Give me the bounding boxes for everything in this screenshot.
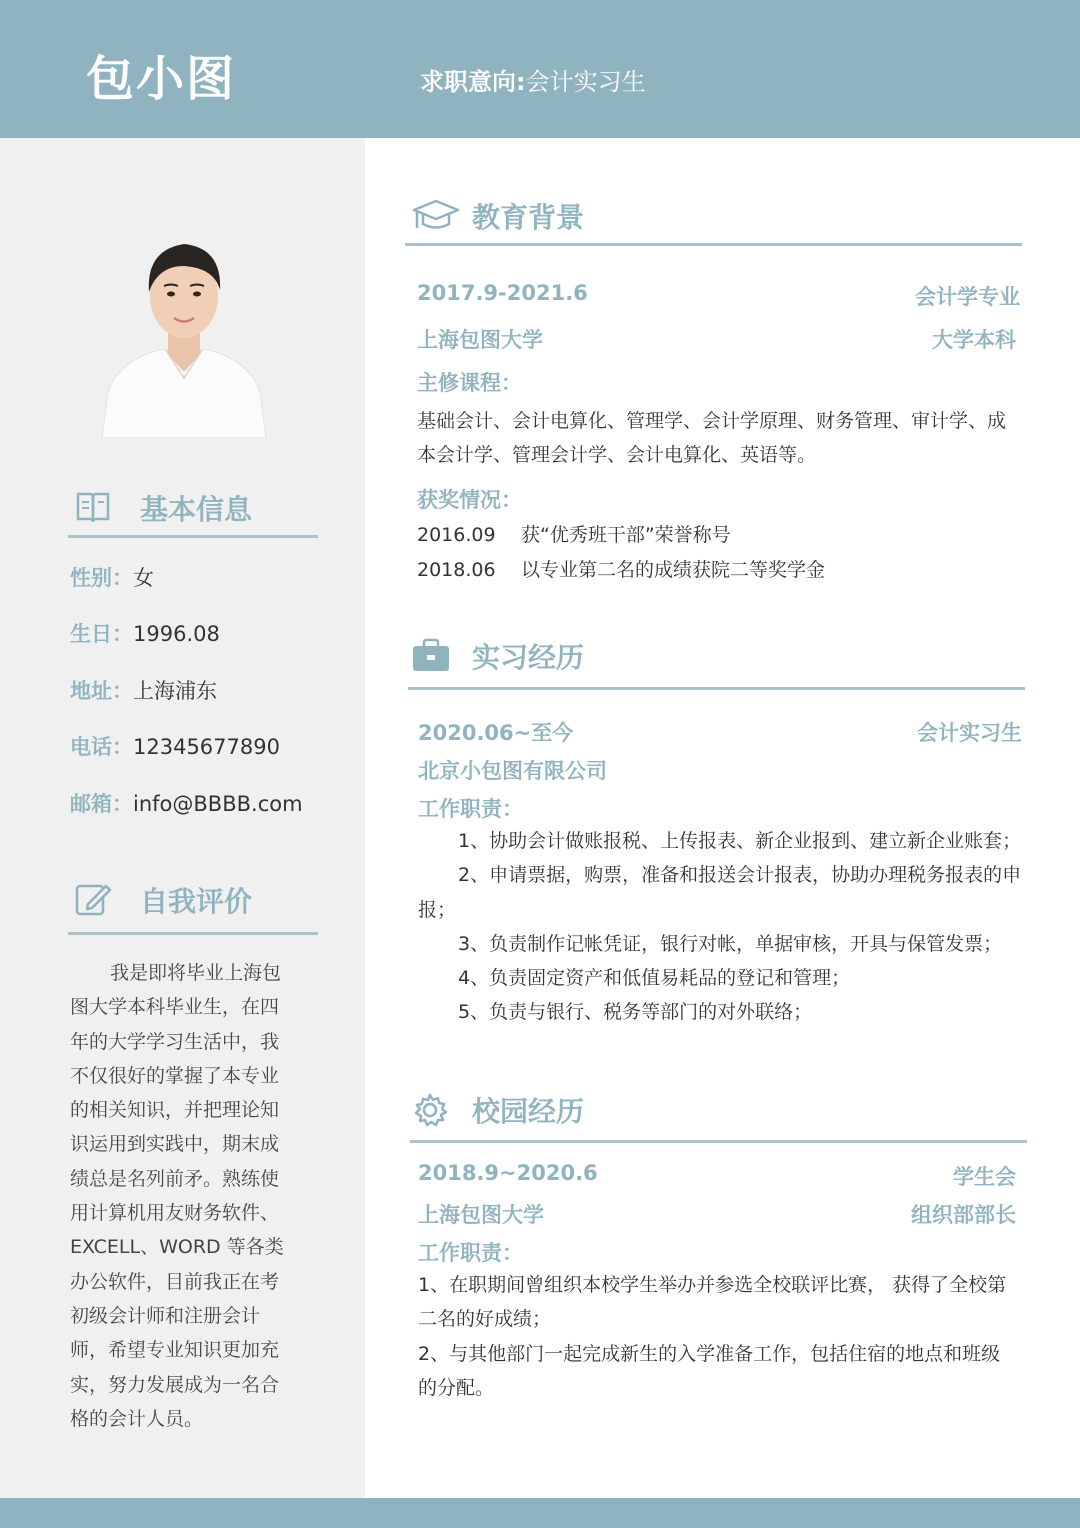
self-eval-divider bbox=[68, 932, 318, 935]
award-text: 以专业第二名的成绩获院二等奖学金 bbox=[521, 559, 826, 581]
basic-info-divider bbox=[68, 535, 318, 538]
education-school: 上海包图大学 bbox=[417, 328, 543, 352]
internship-position: 会计实习生 bbox=[917, 721, 1022, 745]
campus-org: 学生会 bbox=[953, 1165, 1016, 1189]
info-label: 生日： bbox=[70, 622, 133, 646]
education-title: 教育背景 bbox=[472, 201, 585, 234]
internship-title: 实习经历 bbox=[472, 641, 585, 674]
self-eval-title: 自我评价 bbox=[140, 885, 253, 918]
campus-title: 校园经历 bbox=[472, 1095, 585, 1128]
footer-bar bbox=[0, 1498, 1080, 1528]
header-bar bbox=[0, 0, 1080, 138]
award-date: 2018.06 bbox=[417, 559, 496, 581]
awards-label: 获奖情况： bbox=[417, 488, 522, 512]
campus-school: 上海包图大学 bbox=[418, 1203, 544, 1227]
education-period: 2017.9-2021.6 bbox=[417, 281, 588, 305]
info-label: 地址： bbox=[70, 679, 133, 703]
award-text: 获“优秀班干部”荣誉称号 bbox=[521, 524, 731, 546]
info-value: 12345677890 bbox=[133, 735, 280, 759]
duty-item: 2、与其他部门一起完成新生的入学准备工作，包括住宿的地点和班级的分配。 bbox=[418, 1342, 1001, 1399]
duty-item: 5、负责与银行、税务等部门的对外联络； bbox=[458, 1001, 813, 1024]
award-date: 2016.09 bbox=[417, 524, 496, 546]
info-value: info@BBBB.com bbox=[133, 792, 303, 816]
internship-duty-label: 工作职责： bbox=[418, 797, 523, 821]
education-divider bbox=[405, 243, 1022, 246]
edit-icon bbox=[74, 880, 112, 922]
duty-item: 3、负责制作记帐凭证，银行对帐，单据审核，开具与保管发票； bbox=[458, 932, 1003, 955]
info-value: 上海浦东 bbox=[133, 679, 217, 703]
education-major: 会计学专业 bbox=[915, 285, 1020, 309]
info-label: 电话： bbox=[70, 735, 133, 759]
info-label: 邮箱： bbox=[70, 792, 133, 816]
book-icon bbox=[74, 490, 112, 530]
info-phone bbox=[70, 731, 280, 761]
internship-duties bbox=[418, 824, 1030, 1044]
internship-company: 北京小包图有限公司 bbox=[418, 759, 607, 783]
campus-duty-label: 工作职责： bbox=[418, 1241, 523, 1265]
candidate-name: 包小图 bbox=[86, 51, 237, 107]
briefcase-icon bbox=[412, 638, 450, 676]
award-item bbox=[417, 555, 825, 582]
gear-icon bbox=[412, 1092, 448, 1132]
courses-label: 主修课程： bbox=[417, 371, 522, 395]
duty-item: 1、协助会计做账报税、上传报表、新企业报到、建立新企业账套； bbox=[458, 830, 1022, 852]
campus-divider bbox=[410, 1140, 1027, 1143]
internship-period: 2020.06~至今 bbox=[418, 721, 574, 745]
info-gender bbox=[70, 562, 154, 592]
info-email bbox=[70, 788, 303, 818]
job-intent-value: 会计实习生 bbox=[525, 68, 646, 96]
graduation-cap-icon bbox=[412, 198, 460, 238]
info-label: 性别： bbox=[70, 566, 133, 590]
award-item bbox=[417, 520, 731, 547]
duty-item: 1、在职期间曾组织本校学生举办并参选全校联评比赛， 获得了全校第 二名的好成绩； bbox=[418, 1274, 1026, 1331]
education-degree: 大学本科 bbox=[932, 328, 1016, 352]
self-eval-text: 我是即将毕业上海包图大学本科毕业生，在四年的大学学习生活中，我不仅很好的掌握了本专业的相关知识，并把理论知识运用到实践中，期末成绩总是名列前矛。熟练使用计算机用友财务软件、EXCELL、WORD 等各类办公软件，目前我正在考初级会计师和注册会计师，希望专业知识更加充实，努力发展成为一名合格的会计人员。 bbox=[70, 962, 284, 1430]
info-value: 女 bbox=[133, 566, 154, 590]
profile-photo bbox=[98, 232, 270, 438]
duty-item: 2、申请票据，购票，准备和报送会计报表，协助办理税务报表的申报； bbox=[418, 864, 1022, 921]
courses-text: 基础会计、会计电算化、管理学、会计学原理、财务管理、审计学、成本会计学、管理会计学、会计电算化、英语等。 bbox=[417, 410, 1007, 467]
campus-period: 2018.9~2020.6 bbox=[418, 1161, 598, 1185]
duty-item: 4、负责固定资产和低值易耗品的登记和管理； bbox=[458, 967, 851, 990]
basic-info-title: 基本信息 bbox=[140, 493, 253, 526]
internship-divider bbox=[408, 687, 1025, 690]
info-birth bbox=[70, 618, 220, 648]
job-intent-label: 求职意向: bbox=[420, 68, 526, 96]
job-intent bbox=[420, 62, 646, 97]
campus-position: 组织部部长 bbox=[911, 1203, 1016, 1227]
info-address bbox=[70, 675, 217, 705]
campus-duties bbox=[418, 1268, 1026, 1405]
info-value: 1996.08 bbox=[133, 622, 220, 646]
